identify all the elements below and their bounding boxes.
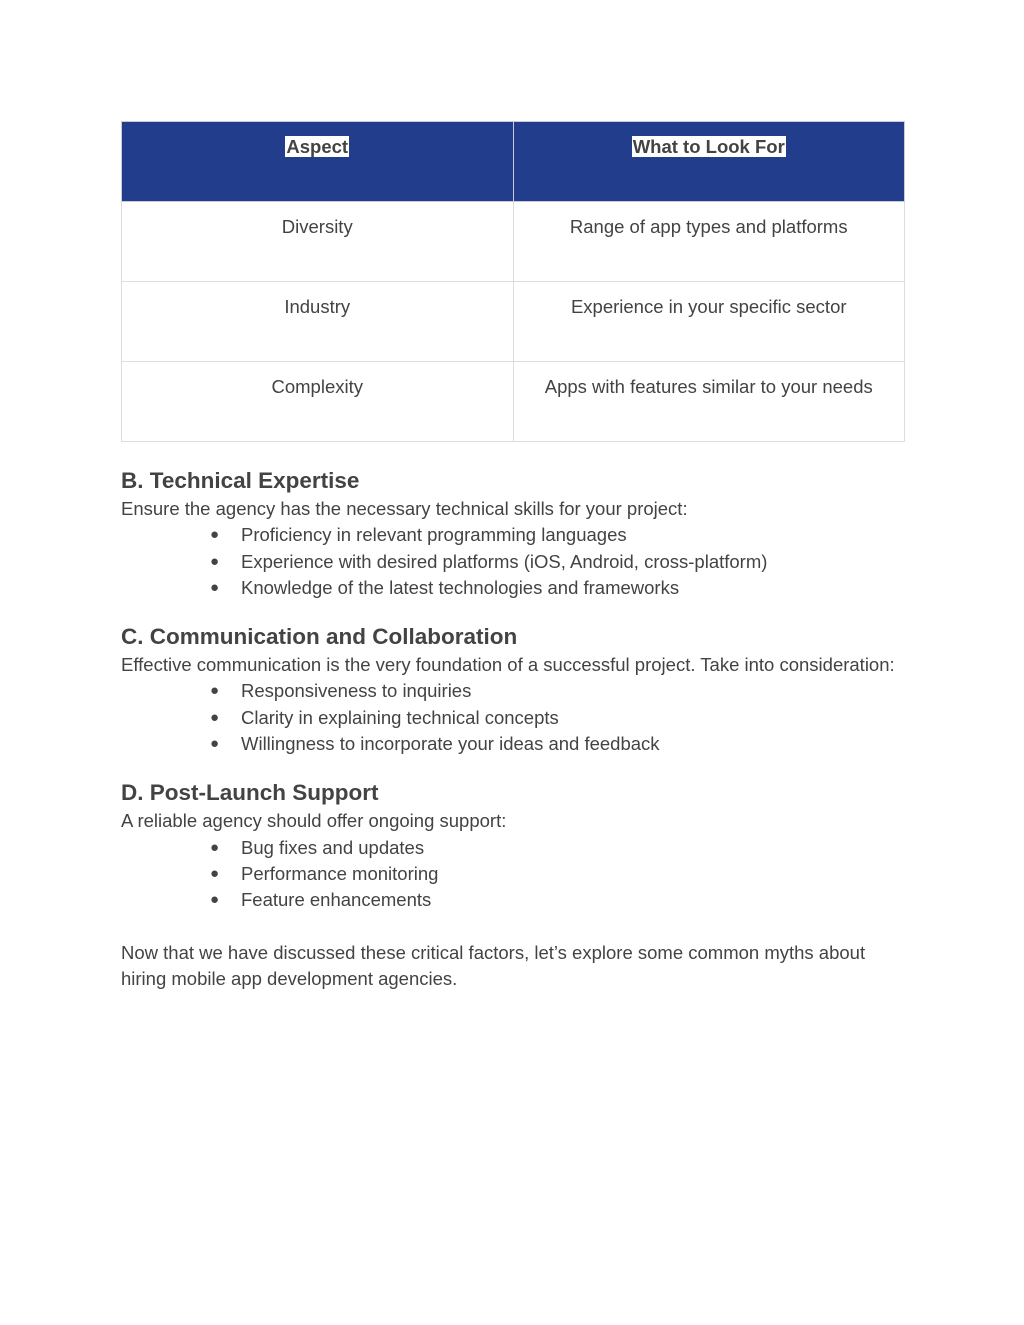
table-cell: Diversity [122, 202, 514, 282]
bullet-icon: ● [210, 552, 220, 570]
header-what-to-look-for: What to Look For [632, 136, 785, 157]
bullet-icon: ● [210, 682, 220, 700]
list-item [210, 731, 905, 757]
table-cell: Apps with features similar to your needs [513, 362, 905, 442]
table-cell: Range of app types and platforms [513, 202, 905, 282]
bullet-icon: ● [210, 526, 220, 544]
table-header-cell [122, 122, 514, 202]
table-cell: Industry [122, 282, 514, 362]
table-header-cell [513, 122, 905, 202]
table-cell: Complexity [122, 362, 514, 442]
section-intro: Ensure the agency has the necessary technical skills for your project: [121, 498, 688, 519]
aspect-table [121, 121, 905, 442]
table-header-row [122, 122, 905, 202]
section-post-launch-support [121, 778, 905, 913]
list-item [210, 835, 905, 861]
section-communication [121, 622, 905, 757]
list-item-text: Performance monitoring [241, 862, 439, 884]
list-item-text: Bug fixes and updates [241, 836, 425, 858]
table-row [122, 202, 905, 282]
list-item [210, 575, 905, 601]
section-intro: Effective communication is the very foundation of a successful project. Take into consideration: [121, 654, 895, 676]
section-technical-expertise [121, 466, 905, 601]
section-intro: A reliable agency should offer ongoing support: [121, 810, 507, 832]
bullet-list [121, 835, 905, 914]
list-item-text: Knowledge of the latest technologies and frameworks [241, 576, 680, 598]
bullet-icon: ● [210, 838, 220, 856]
bullet-icon: ● [210, 864, 220, 882]
bullet-icon: ● [210, 578, 220, 596]
section-heading: B. Technical Expertise [121, 468, 360, 493]
list-item-text: Proficiency in relevant programming languages [241, 524, 627, 546]
table-row [122, 362, 905, 442]
list-item [210, 887, 905, 913]
table-row [122, 282, 905, 362]
bullet-icon: ● [210, 735, 220, 753]
list-item-text: Responsiveness to inquiries [241, 680, 472, 702]
document-page [121, 121, 905, 992]
bullet-icon: ● [210, 891, 220, 909]
list-item-text: Willingness to incorporate your ideas and feedback [241, 733, 660, 755]
list-item-text: Experience with desired platforms (iOS, Android, cross-platform) [241, 550, 768, 572]
list-item [210, 678, 905, 704]
list-item-text: Clarity in explaining technical concepts [241, 706, 559, 728]
header-aspect: Aspect [286, 136, 349, 157]
bullet-icon: ● [210, 708, 220, 726]
closing-paragraph: Now that we have discussed these critical factors, let’s explore some common myths about hiring mobile app development agencies. [121, 941, 866, 989]
list-item-text: Feature enhancements [241, 889, 432, 911]
list-item [210, 522, 905, 548]
section-heading: C. Communication and Collaboration [121, 624, 518, 650]
list-item [210, 549, 905, 575]
list-item [210, 705, 905, 731]
section-heading: D. Post-Launch Support [121, 780, 379, 806]
table-cell: Experience in your specific sector [513, 282, 905, 362]
bullet-list [121, 678, 905, 757]
list-item [210, 861, 905, 887]
bullet-list [121, 522, 905, 601]
